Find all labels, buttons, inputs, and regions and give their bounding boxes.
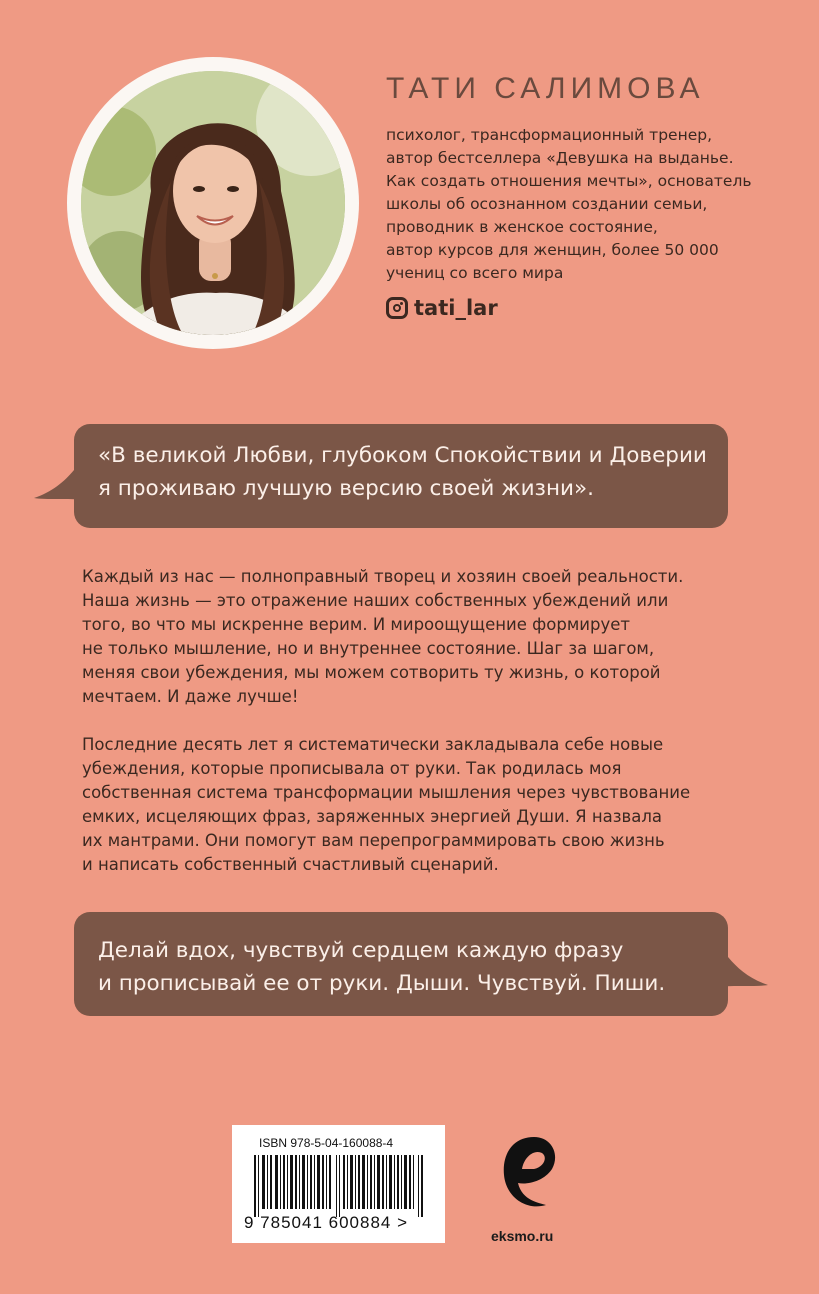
paragraph-line: меняя свои убеждения, мы можем сотворить ту жизнь, о которой (82, 663, 661, 682)
author-bio (386, 124, 786, 285)
paragraph-1 (82, 565, 742, 709)
bio-line: учениц со всего мира (386, 264, 564, 282)
quote-line: «В великой Любви, глубоком Спокойствии и Доверии (98, 443, 707, 468)
paragraph-line: мечтаем. И даже лучше! (82, 687, 299, 706)
quote-line: Делай вдох, чувствуй сердцем каждую фразу (98, 938, 624, 963)
quote-line: я проживаю лучшую версию своей жизни». (98, 476, 594, 501)
bio-line: психолог, трансформационный тренер, (386, 126, 713, 144)
author-photo (81, 71, 345, 335)
paragraph-line: емких, исцеляющих фраз, заряженных энергией Души. Я назвала (82, 807, 663, 826)
author-name: ТАТИ САЛИМОВА (386, 72, 705, 105)
paragraph-line: их мантрами. Они помогут вам перепрограммировать свою жизнь (82, 831, 665, 850)
quote-bubble-top (74, 424, 728, 528)
instagram-handle: tati_lar (414, 296, 498, 320)
bio-line: школы об осознанном создании семьи, (386, 195, 708, 213)
author-portrait (67, 57, 359, 349)
paragraph-line: не только мышление, но и внутреннее состояние. Шаг за шагом, (82, 639, 655, 658)
paragraph-line: Каждый из нас — полноправный творец и хозяин своей реальности. (82, 567, 684, 586)
paragraph-line: убеждения, которые прописывала от руки. Так родилась моя (82, 759, 622, 778)
barcode (232, 1125, 445, 1243)
paragraph-line: Последние десять лет я систематически закладывала себе новые (82, 735, 664, 754)
barcode-bars (254, 1155, 426, 1217)
bio-line: проводник в женское состояние, (386, 218, 658, 236)
paragraph-2 (82, 733, 742, 877)
paragraph-line: собственная система трансформации мышления через чувствование (82, 783, 691, 802)
barcode-digits: 9 785041 600884 > (244, 1213, 409, 1232)
paragraph-line: Наша жизнь — это отражение наших собственных убеждений или (82, 591, 669, 610)
bio-line: Как создать отношения мечты», основатель (386, 172, 752, 190)
instagram-icon (386, 297, 408, 319)
bio-line: автор курсов для женщин, более 50 000 (386, 241, 719, 259)
quote-bubble-bottom (74, 912, 728, 1016)
bio-line: автор бестселлера «Девушка на выданье. (386, 149, 734, 167)
publisher-url[interactable]: eksmo.ru (491, 1228, 554, 1244)
quote-line: и прописывай ее от руки. Дыши. Чувствуй. Пиши. (98, 971, 666, 996)
eksmo-logo-icon (500, 1133, 562, 1213)
isbn-text: ISBN 978-5-04-160088-4 (259, 1136, 394, 1150)
paragraph-line: и написать собственный счастливый сценарий. (82, 855, 499, 874)
paragraph-line: того, во что мы искренне верим. И мироощущение формирует (82, 615, 630, 634)
instagram-link[interactable] (386, 296, 498, 320)
